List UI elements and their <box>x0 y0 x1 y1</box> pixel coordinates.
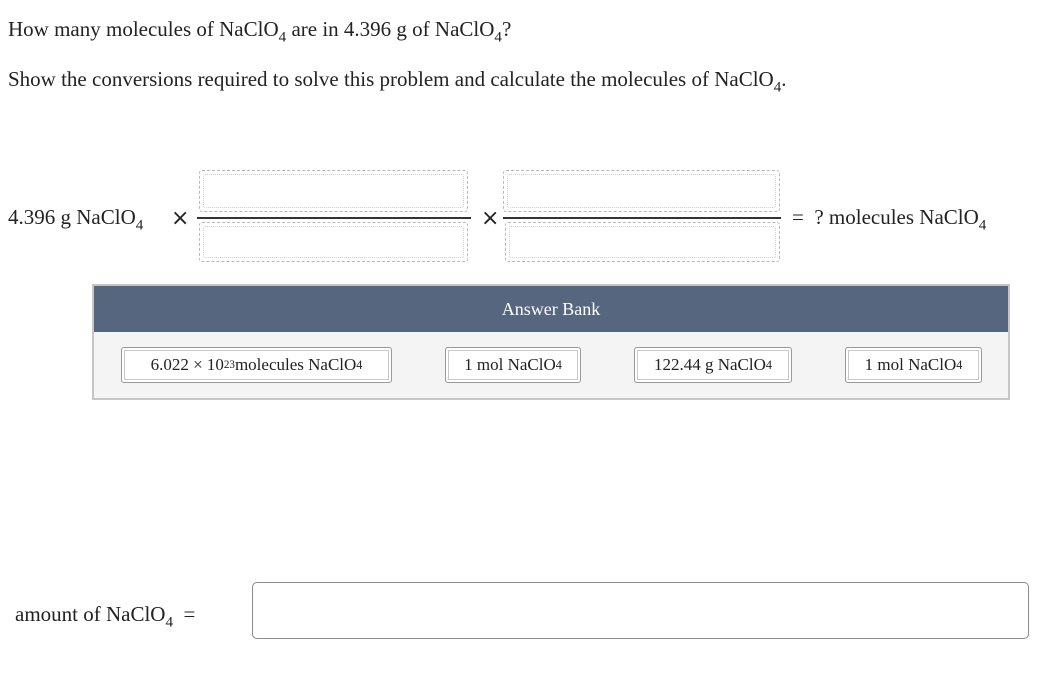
subscript: 4 <box>773 79 782 96</box>
target-quantity-text: ? molecules NaClO <box>814 205 979 229</box>
given-quantity-text: 4.396 g NaClO <box>8 205 136 229</box>
given-quantity <box>8 205 144 234</box>
tile-text: 1 mol NaClO <box>464 355 556 374</box>
answer-tile-molar-mass[interactable]: 122.44 g NaClO 4 <box>634 347 792 383</box>
denominator-drop-zone-2[interactable] <box>505 222 780 262</box>
tile-text: molecules NaClO <box>234 355 357 374</box>
tile-text: 1 mol NaClO <box>864 355 957 374</box>
tile-text: 122.44 g NaClO <box>653 355 766 374</box>
question-text <box>8 17 512 46</box>
amount-label <box>15 602 196 631</box>
equals-sign: = <box>183 602 196 626</box>
answer-tile-mol-1[interactable]: 1 mol NaClO 4 <box>445 347 581 383</box>
instruction-text-part: . <box>781 67 787 91</box>
equals-sign: = <box>792 205 804 229</box>
amount-label-text: amount of NaClO <box>15 602 166 626</box>
denominator-drop-zone-1[interactable] <box>199 222 468 262</box>
subscript: 4 <box>978 217 987 234</box>
instruction-text-part: Show the conversions required to solve this problem and calculate the molecules of NaClO <box>8 67 774 91</box>
numerator-drop-zone-2[interactable] <box>503 170 780 212</box>
subscript: 4 <box>278 29 287 46</box>
multiply-sign: × <box>171 206 190 231</box>
subscript: 4 <box>165 614 174 631</box>
instruction-text <box>8 67 787 96</box>
answer-tile-avogadro[interactable]: 6.022 × 10 23 molecules NaClO 4 <box>121 347 392 383</box>
multiply-sign: × <box>481 206 500 231</box>
tile-text: 6.022 × 10 <box>150 355 224 374</box>
question-text-part: How many molecules of NaClO <box>8 17 279 41</box>
target-quantity <box>792 205 987 234</box>
answer-tile-mol-2[interactable]: 1 mol NaClO 4 <box>845 347 982 383</box>
fraction-bar-2 <box>503 217 781 219</box>
numerator-drop-zone-1[interactable] <box>199 170 468 212</box>
fraction-bar-1 <box>197 217 471 219</box>
subscript: 4 <box>135 217 144 234</box>
question-text-part: are in 4.396 g of NaClO <box>286 17 495 41</box>
question-text-part: ? <box>501 17 512 41</box>
answer-bank <box>92 284 1010 400</box>
amount-input[interactable] <box>252 582 1029 639</box>
answer-bank-title: Answer Bank <box>94 286 1008 332</box>
subscript: 4 <box>494 29 502 46</box>
